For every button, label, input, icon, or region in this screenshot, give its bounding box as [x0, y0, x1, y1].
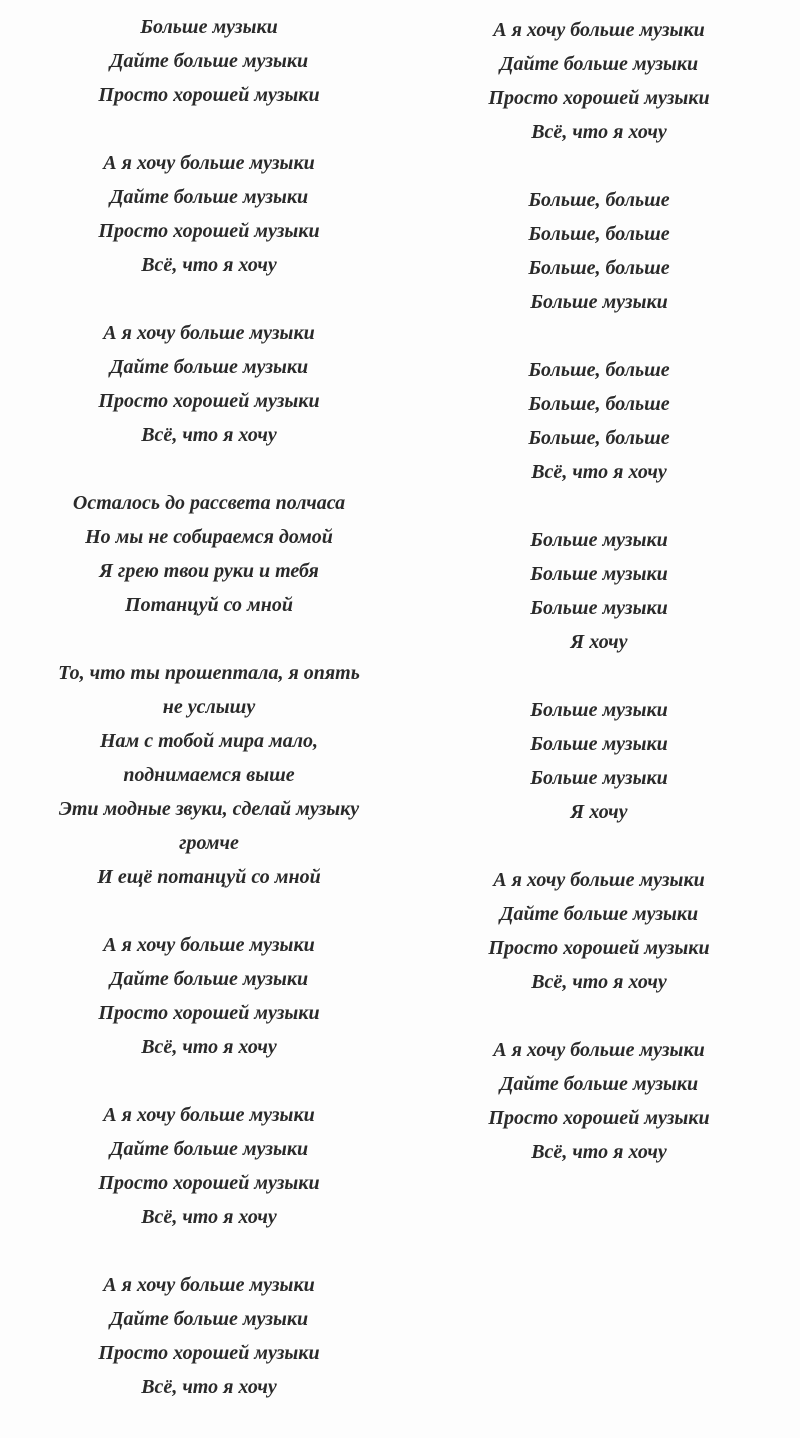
lyrics-line: Просто хорошей музыки: [488, 937, 710, 959]
lyrics-line: Всё, что я хочу: [531, 1141, 667, 1163]
lyrics-line: Просто хорошей музыки: [98, 1002, 320, 1024]
lyrics-line: Всё, что я хочу: [531, 121, 667, 143]
lyrics-stanza: [10, 10, 408, 112]
lyrics-stanza: [10, 656, 408, 894]
lyrics-line: Дайте больше музыки: [109, 1138, 309, 1160]
lyrics-line: Осталось до рассвета полчаса: [72, 492, 346, 514]
lyrics-line: Всё, что я хочу: [141, 254, 277, 276]
lyrics-stanza: [398, 1033, 800, 1169]
lyrics-line: А я хочу больше музыки: [103, 934, 315, 956]
lyrics-line: А я хочу больше музыки: [493, 869, 705, 891]
lyrics-line: Просто хорошей музыки: [98, 84, 320, 106]
lyrics-line: А я хочу больше музыки: [493, 19, 705, 41]
lyrics-line: Больше музыки: [140, 16, 278, 38]
lyrics-line: Больше, больше: [528, 427, 670, 449]
lyrics-line: Всё, что я хочу: [531, 461, 667, 483]
lyrics-line: Дайте больше музыки: [499, 1073, 699, 1095]
lyrics-line: Потанцуй со мной: [125, 594, 293, 616]
lyrics-line: А я хочу больше музыки: [493, 1039, 705, 1061]
lyrics-line: Дайте больше музыки: [109, 968, 309, 990]
lyrics-line: Больше, больше: [528, 189, 670, 211]
lyrics-stanza: [398, 353, 800, 489]
lyrics-line: не услышу: [162, 696, 256, 718]
lyrics-line: Всё, что я хочу: [141, 1036, 277, 1058]
lyrics-stanza: [398, 523, 800, 659]
lyrics-stanza: [10, 146, 408, 282]
lyrics-line: Больше, больше: [528, 223, 670, 245]
lyrics-line: Больше музыки: [530, 563, 668, 585]
lyrics-line: Нам с тобой мира мало,: [99, 730, 319, 752]
lyrics-line: Я хочу: [570, 631, 628, 653]
lyrics-line: Но мы не собираемся домой: [85, 526, 333, 548]
lyrics-line: А я хочу больше музыки: [103, 322, 315, 344]
lyrics-line: поднимаемся выше: [123, 764, 295, 786]
lyrics-stanza: [398, 183, 800, 319]
lyrics-line: громче: [179, 832, 239, 854]
lyrics-line: Дайте больше музыки: [109, 186, 309, 208]
lyrics-stanza: [10, 928, 408, 1064]
lyrics-line: Я грею твои руки и тебя: [99, 560, 319, 582]
lyrics-stanza: [10, 486, 408, 622]
lyrics-line: Просто хорошей музыки: [98, 220, 320, 242]
lyrics-line: Больше музыки: [530, 699, 668, 721]
lyrics-line: Я хочу: [570, 801, 628, 823]
lyrics-line: Больше музыки: [530, 733, 668, 755]
lyrics-line: Просто хорошей музыки: [98, 390, 320, 412]
lyrics-line: Всё, что я хочу: [141, 424, 277, 446]
lyrics-line: А я хочу больше музыки: [103, 152, 315, 174]
lyrics-line: Просто хорошей музыки: [98, 1172, 320, 1194]
lyrics-line: И ещё потанцуй со мной: [97, 866, 321, 888]
lyrics-line: Больше, больше: [528, 393, 670, 415]
lyrics-line: Всё, что я хочу: [141, 1376, 277, 1398]
lyrics-stanza: [398, 693, 800, 829]
lyrics-line: А я хочу больше музыки: [103, 1274, 315, 1296]
lyrics-line: Просто хорошей музыки: [488, 1107, 710, 1129]
lyrics-line: Больше музыки: [530, 767, 668, 789]
lyrics-stanza: [398, 863, 800, 999]
lyrics-line: Дайте больше музыки: [109, 50, 309, 72]
lyrics-stanza: [10, 316, 408, 452]
lyrics-line: Всё, что я хочу: [531, 971, 667, 993]
lyrics-line: Дайте больше музыки: [499, 903, 699, 925]
lyrics-right-column: [398, 13, 800, 1203]
lyrics-line: То, что ты прошептала, я опять: [58, 662, 360, 684]
lyrics-stanza: [10, 1098, 408, 1234]
lyrics-line: Больше музыки: [530, 529, 668, 551]
lyrics-line: Просто хорошей музыки: [98, 1342, 320, 1364]
lyrics-stanza: [398, 13, 800, 149]
lyrics-line: Просто хорошей музыки: [488, 87, 710, 109]
lyrics-line: Больше музыки: [530, 597, 668, 619]
lyrics-left-column: [10, 10, 408, 1438]
lyrics-line: Больше музыки: [530, 291, 668, 313]
lyrics-line: А я хочу больше музыки: [103, 1104, 315, 1126]
lyrics-line: Всё, что я хочу: [141, 1206, 277, 1228]
lyrics-line: Больше, больше: [528, 359, 670, 381]
lyrics-line: Дайте больше музыки: [109, 356, 309, 378]
lyrics-line: Дайте больше музыки: [109, 1308, 309, 1330]
lyrics-line: Дайте больше музыки: [499, 53, 699, 75]
lyrics-line: Эти модные звуки, сделай музыку: [58, 798, 360, 820]
lyrics-stanza: [10, 1268, 408, 1404]
lyrics-line: Больше, больше: [528, 257, 670, 279]
